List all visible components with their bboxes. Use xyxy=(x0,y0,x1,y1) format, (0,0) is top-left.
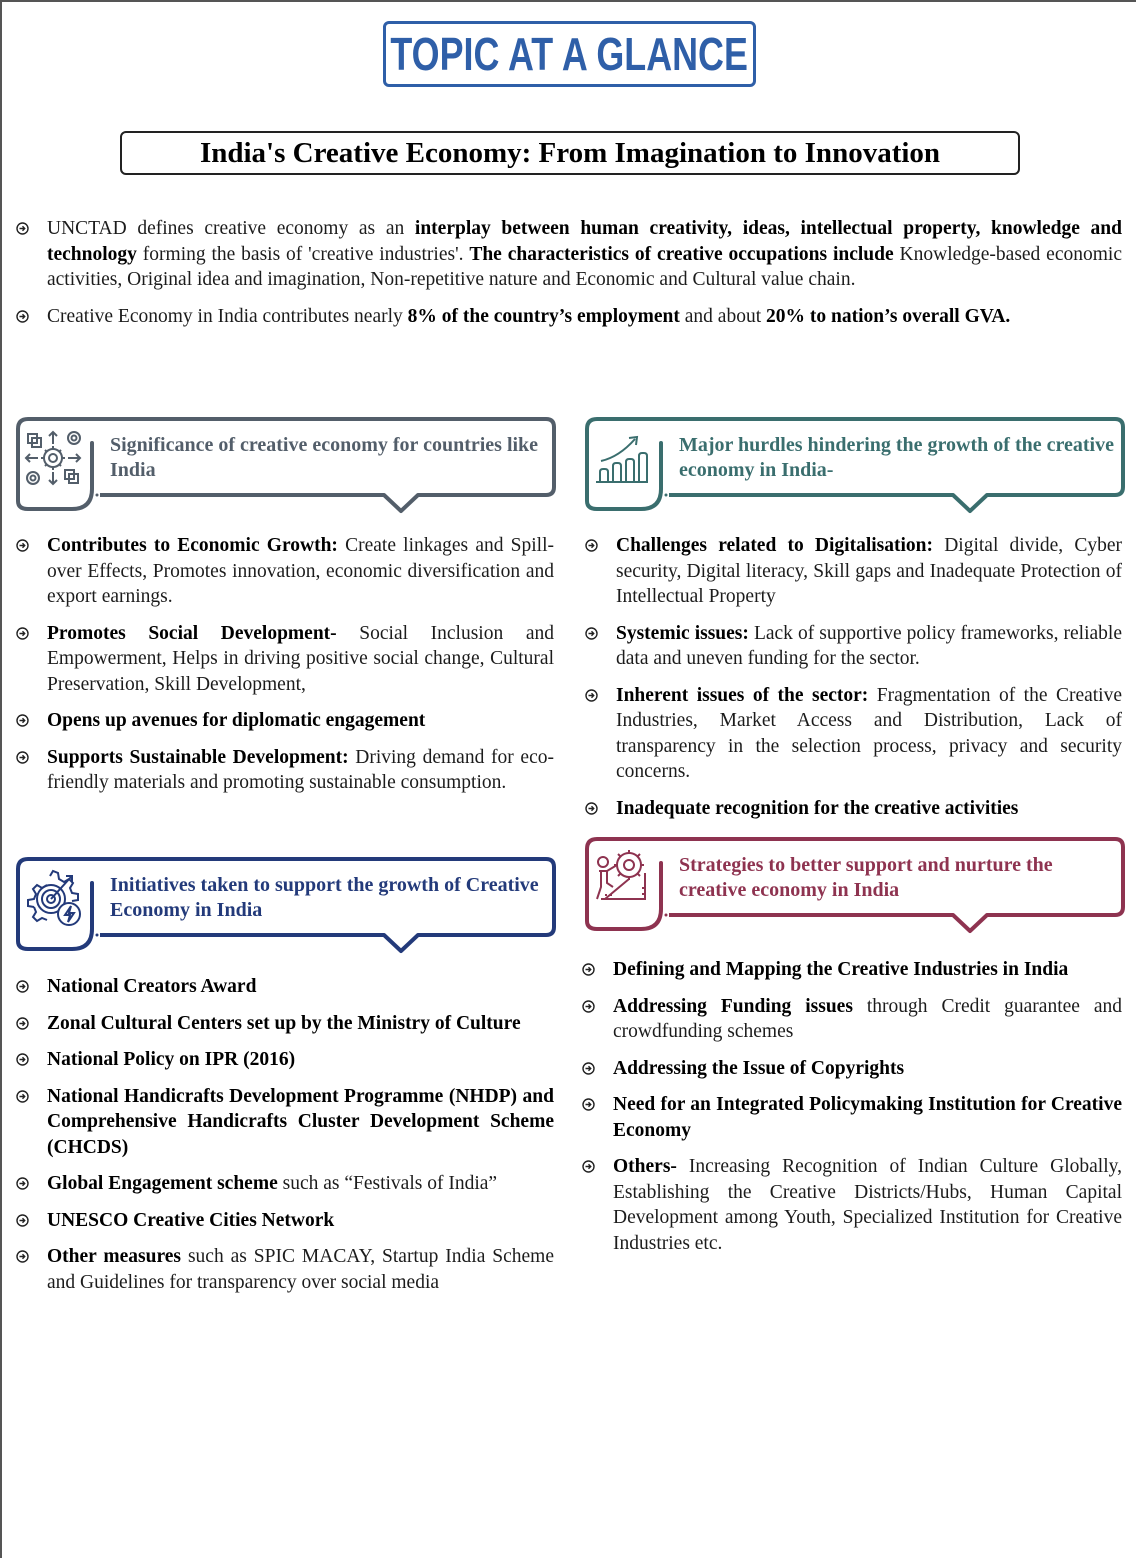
bold-text: Others- xyxy=(613,1156,677,1177)
bold-text: Inherent issues of the sector: xyxy=(616,684,869,706)
list-item xyxy=(582,1154,1122,1256)
hurdles-list xyxy=(585,533,1122,832)
section-header-initiatives xyxy=(16,857,556,957)
arrow-circle-bullet-icon xyxy=(582,963,595,976)
arrow-circle-bullet-icon xyxy=(16,310,29,323)
significance-list xyxy=(16,533,554,807)
bold-text: Defining and Mapping the Creative Industries in India xyxy=(613,959,1069,980)
arrow-circle-bullet-icon xyxy=(16,714,29,727)
arrow-circle-bullet-icon xyxy=(16,222,29,235)
section-heading: Significance of creative economy for countries like India xyxy=(110,434,539,481)
list-item xyxy=(585,621,1122,672)
section-heading: Major hurdles hindering the growth of the creative economy in India- xyxy=(679,434,1114,481)
arrow-circle-bullet-icon xyxy=(585,539,598,552)
arrow-circle-bullet-icon xyxy=(16,1090,29,1103)
arrow-circle-bullet-icon xyxy=(582,1062,595,1075)
bold-text: Inadequate recognition for the creative activities xyxy=(616,797,1019,819)
bold-text: Systemic issues: xyxy=(616,622,749,644)
arrow-circle-bullet-icon xyxy=(16,539,29,552)
bold-text: Challenges related to Digitalisation: xyxy=(616,535,934,556)
body-text: UNCTAD defines creative economy as an xyxy=(47,218,415,239)
arrow-circle-bullet-icon xyxy=(585,802,598,815)
list-item xyxy=(585,796,1122,822)
bold-text: interplay between human creativity, ideas, intellectual property, knowledge and technology xyxy=(47,218,1122,265)
bold-text: 20% to nation’s overall GVA. xyxy=(766,305,1011,327)
bold-text: 8% of the country’s employment xyxy=(407,305,680,327)
arrow-circle-bullet-icon xyxy=(16,980,29,993)
bold-text: Other measures xyxy=(47,1246,182,1267)
bold-text: Opens up avenues for diplomatic engagement xyxy=(47,710,426,731)
section-heading: Initiatives taken to support the growth of Creative Economy in India xyxy=(110,874,539,921)
arrow-circle-bullet-icon xyxy=(16,1177,29,1190)
arrow-circle-bullet-icon xyxy=(16,751,29,764)
arrow-circle-bullet-icon xyxy=(16,1053,29,1066)
arrow-circle-bullet-icon xyxy=(16,1017,29,1030)
bold-text: National Policy on IPR (2016) xyxy=(47,1049,296,1070)
body-text: Knowledge-based economic activities, Original idea and imagination, Non-repetitive nature and Economic and Cultural value chain. xyxy=(47,243,1122,290)
page-title-box xyxy=(120,131,1020,175)
body-text: Social Inclusion and Empowerment, Helps in driving positive social change, Cultural Preservation, Skill Development, xyxy=(47,622,555,695)
bold-text: The characteristics of creative occupations include xyxy=(469,243,894,265)
body-text: Creative Economy in India contributes nearly xyxy=(47,305,408,327)
topic-banner xyxy=(383,21,756,87)
body-text: such as SPIC MACAY, Startup India Scheme and Guidelines for transparency over social media xyxy=(47,1246,555,1293)
arrow-circle-bullet-icon xyxy=(16,627,29,640)
list-item xyxy=(16,533,554,610)
bold-text: Addressing Funding issues xyxy=(613,995,853,1017)
body-text: forming the basis of 'creative industries'. xyxy=(136,243,470,265)
list-item xyxy=(16,1171,554,1197)
arrow-circle-bullet-icon xyxy=(585,689,598,702)
list-item xyxy=(16,216,1122,293)
arrow-circle-bullet-icon xyxy=(582,1160,595,1173)
list-item xyxy=(16,708,554,734)
process-gear-icon xyxy=(22,427,84,489)
body-text: such as “Festivals of India” xyxy=(277,1173,498,1194)
list-item xyxy=(585,683,1122,785)
body-text: through Credit guarantee and crowdfunding schemes xyxy=(613,995,1123,1042)
strategies-list xyxy=(582,957,1122,1267)
section-header-strategies xyxy=(585,837,1125,937)
person-pushing-gear-icon xyxy=(591,847,653,909)
list-item xyxy=(16,1084,554,1161)
initiatives-list xyxy=(16,974,554,1306)
arrow-circle-bullet-icon xyxy=(16,1214,29,1227)
bold-text: Zonal Cultural Centers set up by the Ministry of Culture xyxy=(47,1012,521,1034)
list-item xyxy=(16,974,554,1000)
list-item xyxy=(582,1056,1122,1082)
list-item xyxy=(16,304,1122,330)
list-item xyxy=(582,994,1122,1045)
banner-label: TOPIC AT A GLANCE xyxy=(390,28,749,80)
bold-text: Contributes to Economic Growth: xyxy=(47,535,338,556)
bold-text: Addressing the Issue of Copyrights xyxy=(613,1057,905,1079)
body-text: Create linkages and Spill-over Effects, Promotes innovation, economic diversification and export earnings. xyxy=(47,535,554,607)
arrow-circle-bullet-icon xyxy=(582,1098,595,1111)
body-text: Driving demand for eco-friendly materials and promoting sustainable consumption. xyxy=(47,746,554,793)
list-item xyxy=(585,533,1122,610)
section-heading: Strategies to better support and nurture the creative economy in India xyxy=(679,854,1053,901)
body-text: Increasing Recognition of Indian Culture Globally, Establishing the Creative Districts/Hubs, Human Capital Development among Youth, Specialized Institution for Creative Industries etc. xyxy=(613,1156,1122,1254)
list-item xyxy=(16,1244,554,1295)
bold-text: National Handicrafts Development Programme (NHDP) and Comprehensive Handicrafts Cluster Development Scheme (CHCDS) xyxy=(47,1085,554,1158)
body-text: Fragmentation of the Creative Industries, Market Access and Distribution, Lack of transparency in the selection process, privacy and security concerns. xyxy=(616,684,1122,782)
section-header-hurdles xyxy=(585,417,1125,517)
bold-text: Promotes Social Development- xyxy=(47,622,337,644)
list-item xyxy=(582,957,1122,983)
arrow-circle-bullet-icon xyxy=(582,1000,595,1013)
list-item xyxy=(582,1092,1122,1143)
list-item xyxy=(16,1047,554,1073)
bold-text: Need for an Integrated Policymaking Institution for Creative Economy xyxy=(613,1094,1122,1141)
intro-list xyxy=(16,216,1122,340)
bold-text: Global Engagement scheme xyxy=(47,1173,278,1194)
section-header-significance xyxy=(16,417,556,517)
body-text: Lack of supportive policy frameworks, reliable data and uneven funding for the sector. xyxy=(616,622,1122,669)
arrow-circle-bullet-icon xyxy=(16,1250,29,1263)
body-text: Digital divide, Cyber security, Digital literacy, Skill gaps and Inadequate Protection of Intellectual Property xyxy=(616,535,1122,607)
bold-text: National Creators Award xyxy=(47,976,257,997)
arrow-circle-bullet-icon xyxy=(585,627,598,640)
target-gear-icon xyxy=(22,867,84,929)
page-title: India's Creative Economy: From Imagination to Innovation xyxy=(199,136,941,169)
bold-text: UNESCO Creative Cities Network xyxy=(47,1209,335,1231)
list-item xyxy=(16,1011,554,1037)
growth-chart-icon xyxy=(591,427,653,489)
body-text: and about xyxy=(679,305,766,327)
list-item xyxy=(16,1208,554,1234)
bold-text: Supports Sustainable Development: xyxy=(47,746,349,768)
list-item xyxy=(16,745,554,796)
list-item xyxy=(16,621,554,698)
